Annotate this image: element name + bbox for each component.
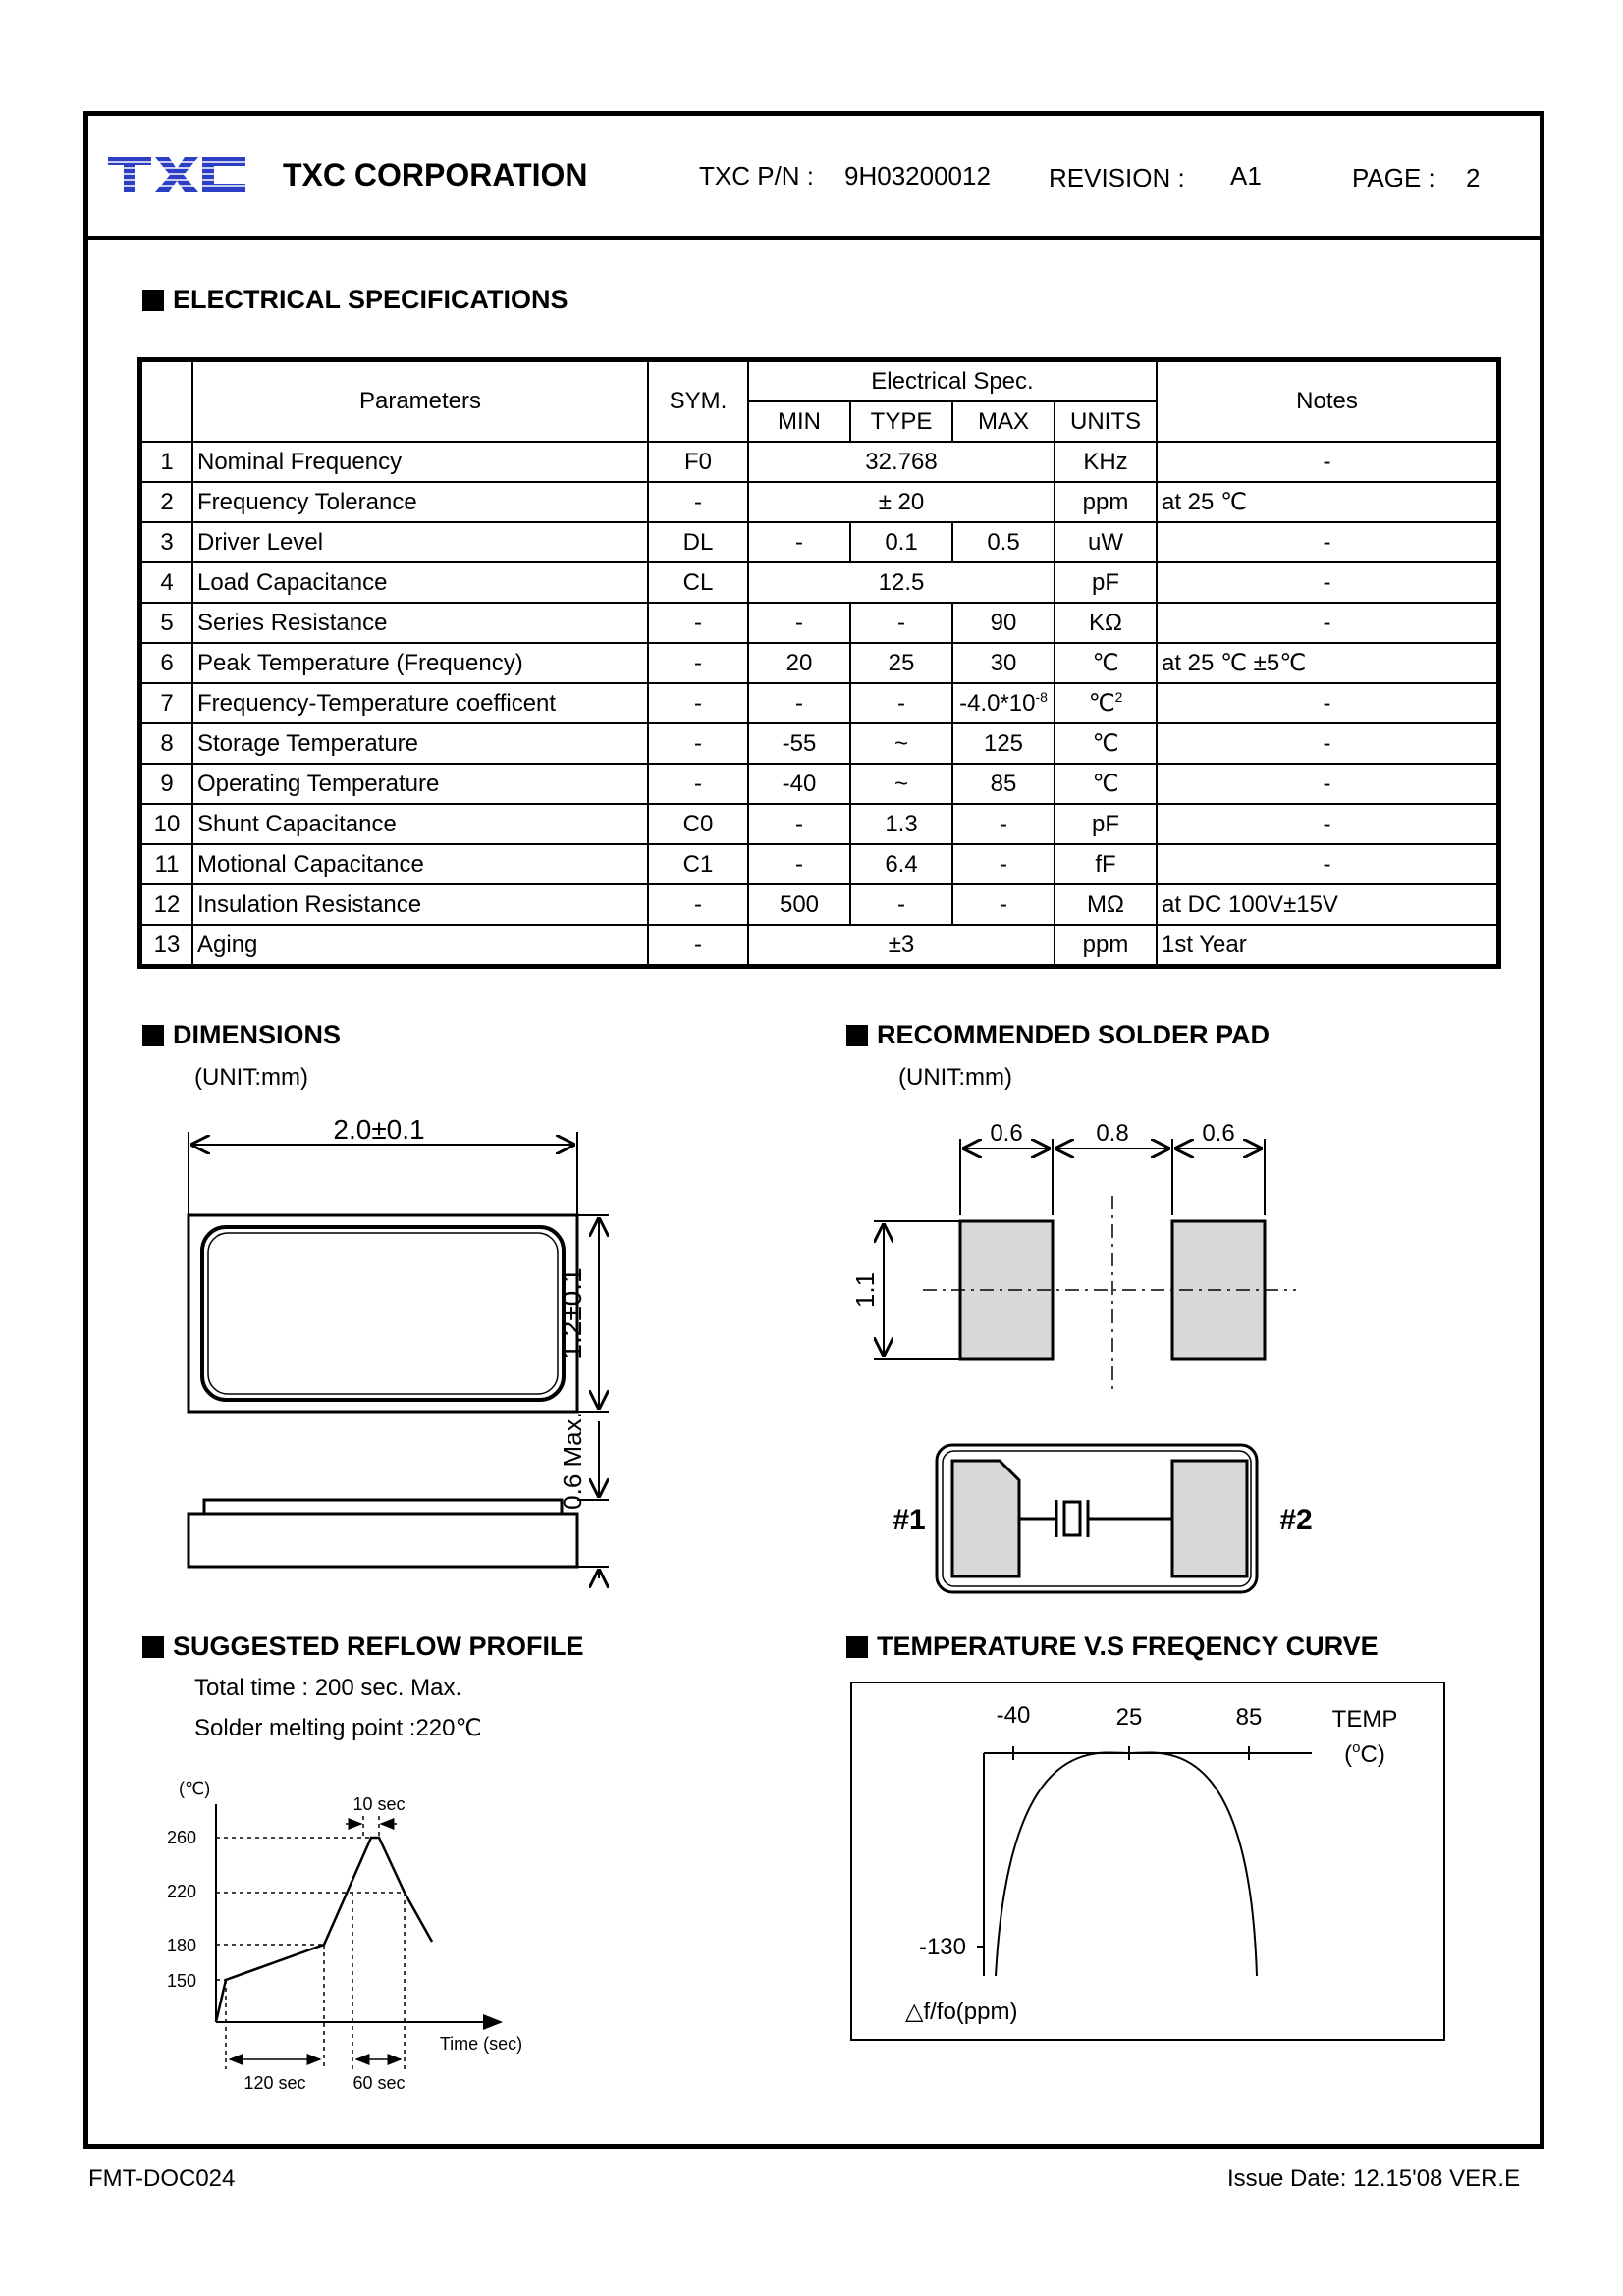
parameter-cell: Series Resistance xyxy=(192,603,648,643)
max-cell xyxy=(952,683,1055,723)
sym-cell: - xyxy=(648,603,748,643)
y-tick-180: 180 xyxy=(166,1936,196,1955)
type-cell: ~ xyxy=(850,764,952,804)
type-cell: 0.1 xyxy=(850,522,952,562)
max-exponent: -8 xyxy=(1035,689,1048,705)
solder-pad-drawing xyxy=(850,1117,1404,1588)
max-cell: 125 xyxy=(952,723,1055,764)
dimensions-title-text: DIMENSIONS xyxy=(173,1020,342,1049)
notes-cell: - xyxy=(1157,723,1499,764)
parameter-cell: Insulation Resistance xyxy=(192,884,648,925)
x-tick-85: 85 xyxy=(1235,1704,1263,1731)
x-tick-neg40: -40 xyxy=(996,1702,1031,1729)
type-cell: 6.4 xyxy=(850,844,952,884)
solder-pad-title-text: RECOMMENDED SOLDER PAD xyxy=(877,1020,1271,1049)
units-exponent: 2 xyxy=(1114,689,1123,705)
electrical-title-text: ELECTRICAL SPECIFICATIONS xyxy=(173,285,568,314)
page-frame xyxy=(83,111,1544,2149)
footer-doc-id: FMT-DOC024 xyxy=(88,2165,236,2192)
notes-cell: - xyxy=(1157,522,1499,562)
parameter-cell: Operating Temperature xyxy=(192,764,648,804)
parameter-cell: Storage Temperature xyxy=(192,723,648,764)
row-number: 1 xyxy=(140,442,193,482)
notes-cell: 1st Year xyxy=(1157,925,1499,967)
row-number: 4 xyxy=(140,562,193,603)
preheat-label: 120 sec xyxy=(243,2073,306,2093)
notes-cell: - xyxy=(1157,603,1499,643)
x-tick-25: 25 xyxy=(1115,1704,1143,1731)
sym-cell: - xyxy=(648,884,748,925)
min-cell: -55 xyxy=(748,723,850,764)
bullet-square-icon xyxy=(846,1025,868,1046)
reflow-title xyxy=(142,1631,584,1662)
notes-cell: - xyxy=(1157,442,1499,482)
footer-issue-date: Issue Date: 12.15'08 VER.E xyxy=(1227,2165,1521,2192)
table-row xyxy=(140,603,1499,643)
electrical-title xyxy=(142,285,568,315)
y-tick-220: 220 xyxy=(166,1882,196,1901)
min-cell: - xyxy=(748,683,850,723)
max-cell: - xyxy=(952,884,1055,925)
company-name: TXC CORPORATION xyxy=(283,157,588,192)
type-cell: 1.3 xyxy=(850,804,952,844)
type-cell: - xyxy=(850,884,952,925)
table-row xyxy=(140,884,1499,925)
peak-label: 10 sec xyxy=(352,1794,406,1814)
reflow-melting-point: Solder melting point :220℃ xyxy=(194,1715,482,1741)
table-row xyxy=(140,723,1499,764)
dimensions-drawing xyxy=(187,1114,619,1578)
y-tick-neg130: -130 xyxy=(918,1934,966,1960)
table-row xyxy=(140,643,1499,683)
row-number: 11 xyxy=(140,844,193,884)
table-row xyxy=(140,764,1499,804)
bullet-square-icon xyxy=(142,1636,164,1658)
row-number: 8 xyxy=(140,723,193,764)
sym-header: SYM. xyxy=(648,360,748,443)
spec-value-cell: ± 20 xyxy=(748,482,1055,522)
units-cell: ppm xyxy=(1055,482,1157,522)
sym-cell: C1 xyxy=(648,844,748,884)
units-header: UNITS xyxy=(1055,401,1157,442)
type-header: TYPE xyxy=(850,401,952,442)
notes-cell: at 25 ℃ xyxy=(1157,482,1499,522)
row-number: 7 xyxy=(140,683,193,723)
temp-axis-label: TEMP xyxy=(1331,1706,1398,1733)
notes-cell: at DC 100V±15V xyxy=(1157,884,1499,925)
min-header: MIN xyxy=(748,401,850,442)
temp-curve-title-text: TEMPERATURE V.S FREQENCY CURVE xyxy=(877,1631,1379,1661)
bullet-square-icon xyxy=(142,1025,164,1046)
pad1-label: 0.6 xyxy=(990,1120,1023,1147)
gap-label: 0.8 xyxy=(1096,1120,1129,1147)
table-row xyxy=(140,925,1499,967)
reflow-y-unit: (℃) xyxy=(179,1779,211,1798)
parameter-cell: Nominal Frequency xyxy=(192,442,648,482)
parameters-header: Parameters xyxy=(192,360,648,443)
page-value: 2 xyxy=(1466,163,1481,192)
units-cell: ℃ xyxy=(1055,723,1157,764)
spec-value-cell: ±3 xyxy=(748,925,1055,967)
row-number: 12 xyxy=(140,884,193,925)
notes-header: Notes xyxy=(1157,360,1499,443)
temp-curve-title xyxy=(846,1631,1379,1662)
type-cell: - xyxy=(850,683,952,723)
table-row xyxy=(140,804,1499,844)
sym-cell: DL xyxy=(648,522,748,562)
y-tick-150: 150 xyxy=(166,1971,196,1991)
units-cell xyxy=(1055,683,1157,723)
max-header: MAX xyxy=(952,401,1055,442)
parameter-cell: Peak Temperature (Frequency) xyxy=(192,643,648,683)
sym-cell: - xyxy=(648,925,748,967)
length-label: 2.0±0.1 xyxy=(333,1114,425,1145)
height-label: 0.6 Max. xyxy=(558,1412,587,1510)
row-number: 6 xyxy=(140,643,193,683)
parameter-cell: Motional Capacitance xyxy=(192,844,648,884)
units-cell: pF xyxy=(1055,804,1157,844)
min-cell: - xyxy=(748,522,850,562)
notes-cell: - xyxy=(1157,804,1499,844)
parameter-cell: Frequency-Temperature coefficent xyxy=(192,683,648,723)
table-row xyxy=(140,482,1499,522)
electrical-spec-table xyxy=(137,357,1501,969)
parameter-cell: Aging xyxy=(192,925,648,967)
pin1-label: #1 xyxy=(893,1504,926,1536)
type-cell: 25 xyxy=(850,643,952,683)
sym-cell: C0 xyxy=(648,804,748,844)
y-tick-260: 260 xyxy=(166,1828,196,1847)
pad2-label: 0.6 xyxy=(1202,1120,1235,1147)
temp-axis-unit: ($^o$C) xyxy=(1344,1739,1385,1768)
spec-value-cell: 32.768 xyxy=(748,442,1055,482)
row-number: 10 xyxy=(140,804,193,844)
type-cell: ~ xyxy=(850,723,952,764)
solder-pad-title xyxy=(846,1020,1270,1050)
units-cell: uW xyxy=(1055,522,1157,562)
pad-height-label: 1.1 xyxy=(850,1271,880,1308)
table-row xyxy=(140,442,1499,482)
row-number: 3 xyxy=(140,522,193,562)
sym-cell: - xyxy=(648,723,748,764)
reflow-time-label: 60 sec xyxy=(352,2073,406,2093)
sym-cell: - xyxy=(648,683,748,723)
bullet-square-icon xyxy=(142,290,164,311)
bullet-square-icon xyxy=(846,1636,868,1658)
table-row xyxy=(140,844,1499,884)
max-cell: - xyxy=(952,844,1055,884)
row-number: 5 xyxy=(140,603,193,643)
notes-cell: at 25 ℃ ±5℃ xyxy=(1157,643,1499,683)
min-cell: 20 xyxy=(748,643,850,683)
width-label: 1.2±0.1 xyxy=(557,1267,587,1360)
units-base: ℃ xyxy=(1088,690,1115,717)
sym-cell: CL xyxy=(648,562,748,603)
dimensions-unit: (UNIT:mm) xyxy=(194,1064,308,1091)
notes-cell: - xyxy=(1157,683,1499,723)
page-label: PAGE : xyxy=(1352,163,1435,192)
revision-label: REVISION : xyxy=(1049,163,1185,192)
temp-freq-curve xyxy=(850,1682,1445,2041)
parameter-cell: Load Capacitance xyxy=(192,562,648,603)
spec-value-cell: 12.5 xyxy=(748,562,1055,603)
row-number: 13 xyxy=(140,925,193,967)
max-cell: 85 xyxy=(952,764,1055,804)
pin2-label: #2 xyxy=(1279,1504,1313,1536)
parameter-cell: Driver Level xyxy=(192,522,648,562)
max-cell: 0.5 xyxy=(952,522,1055,562)
table-row xyxy=(140,683,1499,723)
min-cell: - xyxy=(748,804,850,844)
table-row xyxy=(140,522,1499,562)
reflow-x-label: Time (sec) xyxy=(439,2034,523,2054)
units-cell: KΩ xyxy=(1055,603,1157,643)
sym-cell: - xyxy=(648,482,748,522)
sym-cell: F0 xyxy=(648,442,748,482)
sym-cell: - xyxy=(648,643,748,683)
notes-cell: - xyxy=(1157,562,1499,603)
max-cell: 30 xyxy=(952,643,1055,683)
min-cell: -40 xyxy=(748,764,850,804)
solder-pad-unit: (UNIT:mm) xyxy=(898,1064,1012,1091)
min-cell: - xyxy=(748,844,850,884)
reflow-total-time: Total time : 200 sec. Max. xyxy=(194,1675,462,1701)
pn-value: 9H03200012 xyxy=(844,161,991,190)
units-cell: ℃ xyxy=(1055,764,1157,804)
parameter-cell: Frequency Tolerance xyxy=(192,482,648,522)
min-cell: 500 xyxy=(748,884,850,925)
reflow-profile-chart xyxy=(147,1765,717,2099)
freq-axis-label: △f/fo(ppm) xyxy=(905,1999,1018,2025)
units-cell: fF xyxy=(1055,844,1157,884)
row-number: 2 xyxy=(140,482,193,522)
txc-logo xyxy=(108,153,245,196)
spec-table-body xyxy=(140,442,1499,967)
notes-cell: - xyxy=(1157,844,1499,884)
min-cell: - xyxy=(748,603,850,643)
notes-cell: - xyxy=(1157,764,1499,804)
revision-value: A1 xyxy=(1230,161,1262,190)
sym-cell: - xyxy=(648,764,748,804)
parameter-cell: Shunt Capacitance xyxy=(192,804,648,844)
units-cell: ℃ xyxy=(1055,643,1157,683)
units-cell: KHz xyxy=(1055,442,1157,482)
dimensions-title xyxy=(142,1020,341,1050)
units-cell: ppm xyxy=(1055,925,1157,967)
units-cell: MΩ xyxy=(1055,884,1157,925)
max-cell: 90 xyxy=(952,603,1055,643)
elec-spec-header: Electrical Spec. xyxy=(748,360,1157,402)
document-header xyxy=(88,116,1540,240)
reflow-title-text: SUGGESTED REFLOW PROFILE xyxy=(173,1631,584,1661)
type-cell: - xyxy=(850,603,952,643)
row-number: 9 xyxy=(140,764,193,804)
table-row xyxy=(140,562,1499,603)
max-cell: - xyxy=(952,804,1055,844)
no-header xyxy=(140,360,193,443)
pn-label: TXC P/N : xyxy=(699,161,815,190)
max-mantissa: -4.0*10 xyxy=(959,690,1036,717)
units-cell: pF xyxy=(1055,562,1157,603)
